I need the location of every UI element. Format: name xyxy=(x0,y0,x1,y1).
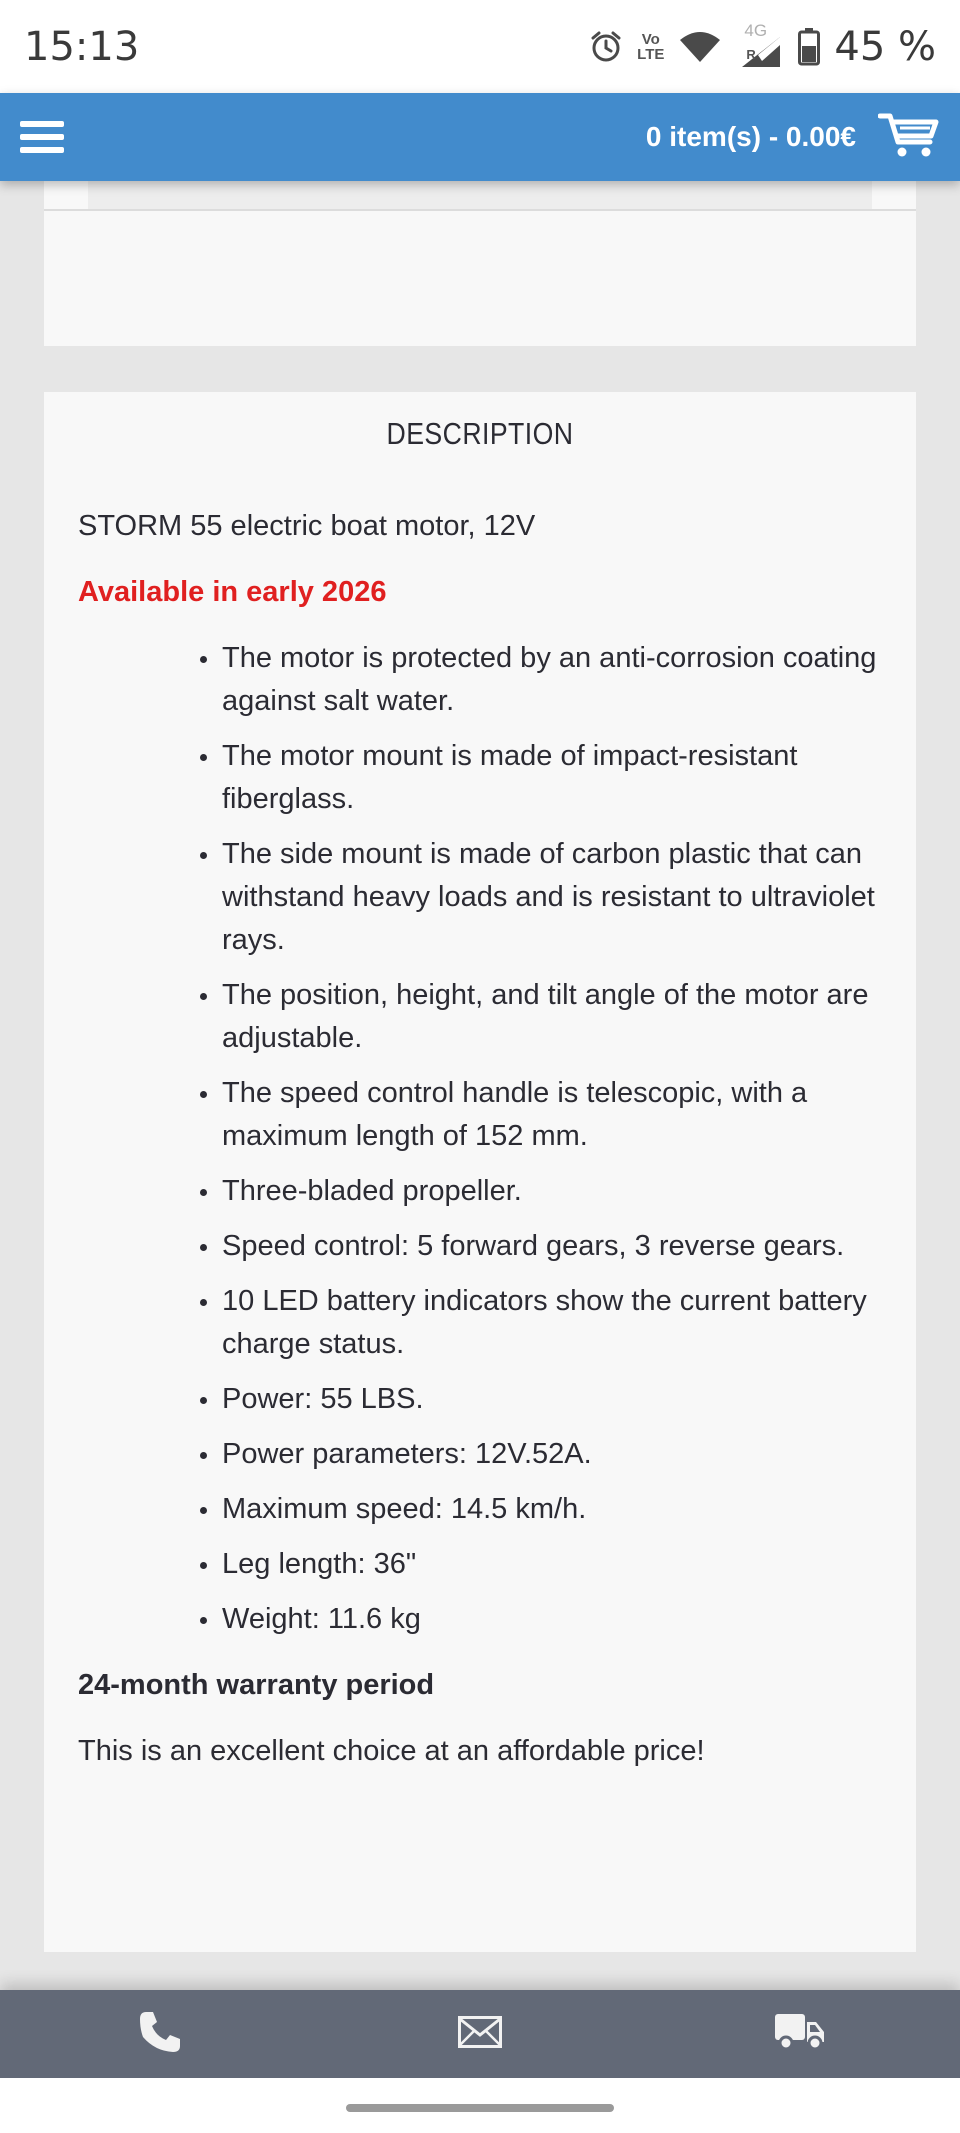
list-item: The speed control handle is telescopic, with a maximum length of 152 mm. xyxy=(200,1072,882,1158)
list-item: The motor is protected by an anti-corrosion coating against salt water. xyxy=(200,637,882,723)
delivery-truck-icon xyxy=(775,2012,825,2057)
cart-summary: 0 item(s) - 0.00€ xyxy=(645,121,856,152)
gesture-navigation-area xyxy=(0,2078,960,2133)
availability-notice: Available in early 2026 xyxy=(78,576,387,608)
volte-bottom-label: LTE xyxy=(637,45,665,63)
network-label: 4G xyxy=(744,20,768,40)
list-item: The position, height, and tilt angle of the motor are adjustable. xyxy=(200,974,882,1060)
home-gesture-handle[interactable] xyxy=(346,2104,614,2112)
roaming-label: R xyxy=(746,46,756,62)
warranty-text: 24-month warranty period xyxy=(78,1669,435,1701)
email-icon xyxy=(458,2016,502,2053)
list-item: Power parameters: 12V.52A. xyxy=(200,1433,882,1476)
previous-section-shade xyxy=(88,181,872,209)
list-item: The side mount is made of carbon plastic that can withstand heavy loads and is resistant to ultraviolet rays. xyxy=(200,833,882,962)
status-icons xyxy=(589,20,936,70)
list-item: Weight: 11.6 kg xyxy=(200,1598,882,1641)
feature-list xyxy=(78,637,882,1641)
delivery-button[interactable] xyxy=(740,1990,860,2078)
shopping-cart-icon xyxy=(878,112,940,163)
volte-icon xyxy=(637,32,664,62)
email-button[interactable] xyxy=(420,1990,540,2078)
status-bar xyxy=(0,0,960,93)
description-card xyxy=(44,392,916,1952)
list-item: Speed control: 5 forward gears, 3 reverse gears. xyxy=(200,1225,882,1268)
previous-section-card xyxy=(44,181,916,346)
list-item: Maximum speed: 14.5 km/h. xyxy=(200,1488,882,1531)
closing-text: This is an excellent choice at an affordable price! xyxy=(78,1735,705,1767)
phone-icon xyxy=(137,2009,183,2060)
description-title: DESCRIPTION xyxy=(386,416,574,451)
call-button[interactable] xyxy=(100,1990,220,2078)
volte-top-label: Vo xyxy=(641,30,660,48)
product-intro: STORM 55 electric boat motor, 12V xyxy=(78,510,536,542)
list-item: Three-bladed propeller. xyxy=(200,1170,882,1213)
bottom-action-bar xyxy=(0,1990,960,2078)
list-item: The motor mount is made of impact-resistant fiberglass. xyxy=(200,735,882,821)
wifi-icon xyxy=(678,30,722,64)
cart-button[interactable] xyxy=(646,112,940,163)
section-divider xyxy=(44,209,916,211)
list-item: Power: 55 LBS. xyxy=(200,1378,882,1421)
list-item: 10 LED battery indicators show the current battery charge status. xyxy=(200,1280,882,1366)
top-app-bar xyxy=(0,93,960,181)
hamburger-menu-icon[interactable] xyxy=(20,115,64,159)
list-item: Leg length: 36" xyxy=(200,1543,882,1586)
signal-icon xyxy=(736,20,784,69)
alarm-icon xyxy=(589,30,623,64)
status-time: 15:13 xyxy=(24,23,140,70)
battery-icon xyxy=(798,28,820,66)
battery-level: 45 % xyxy=(834,23,936,70)
